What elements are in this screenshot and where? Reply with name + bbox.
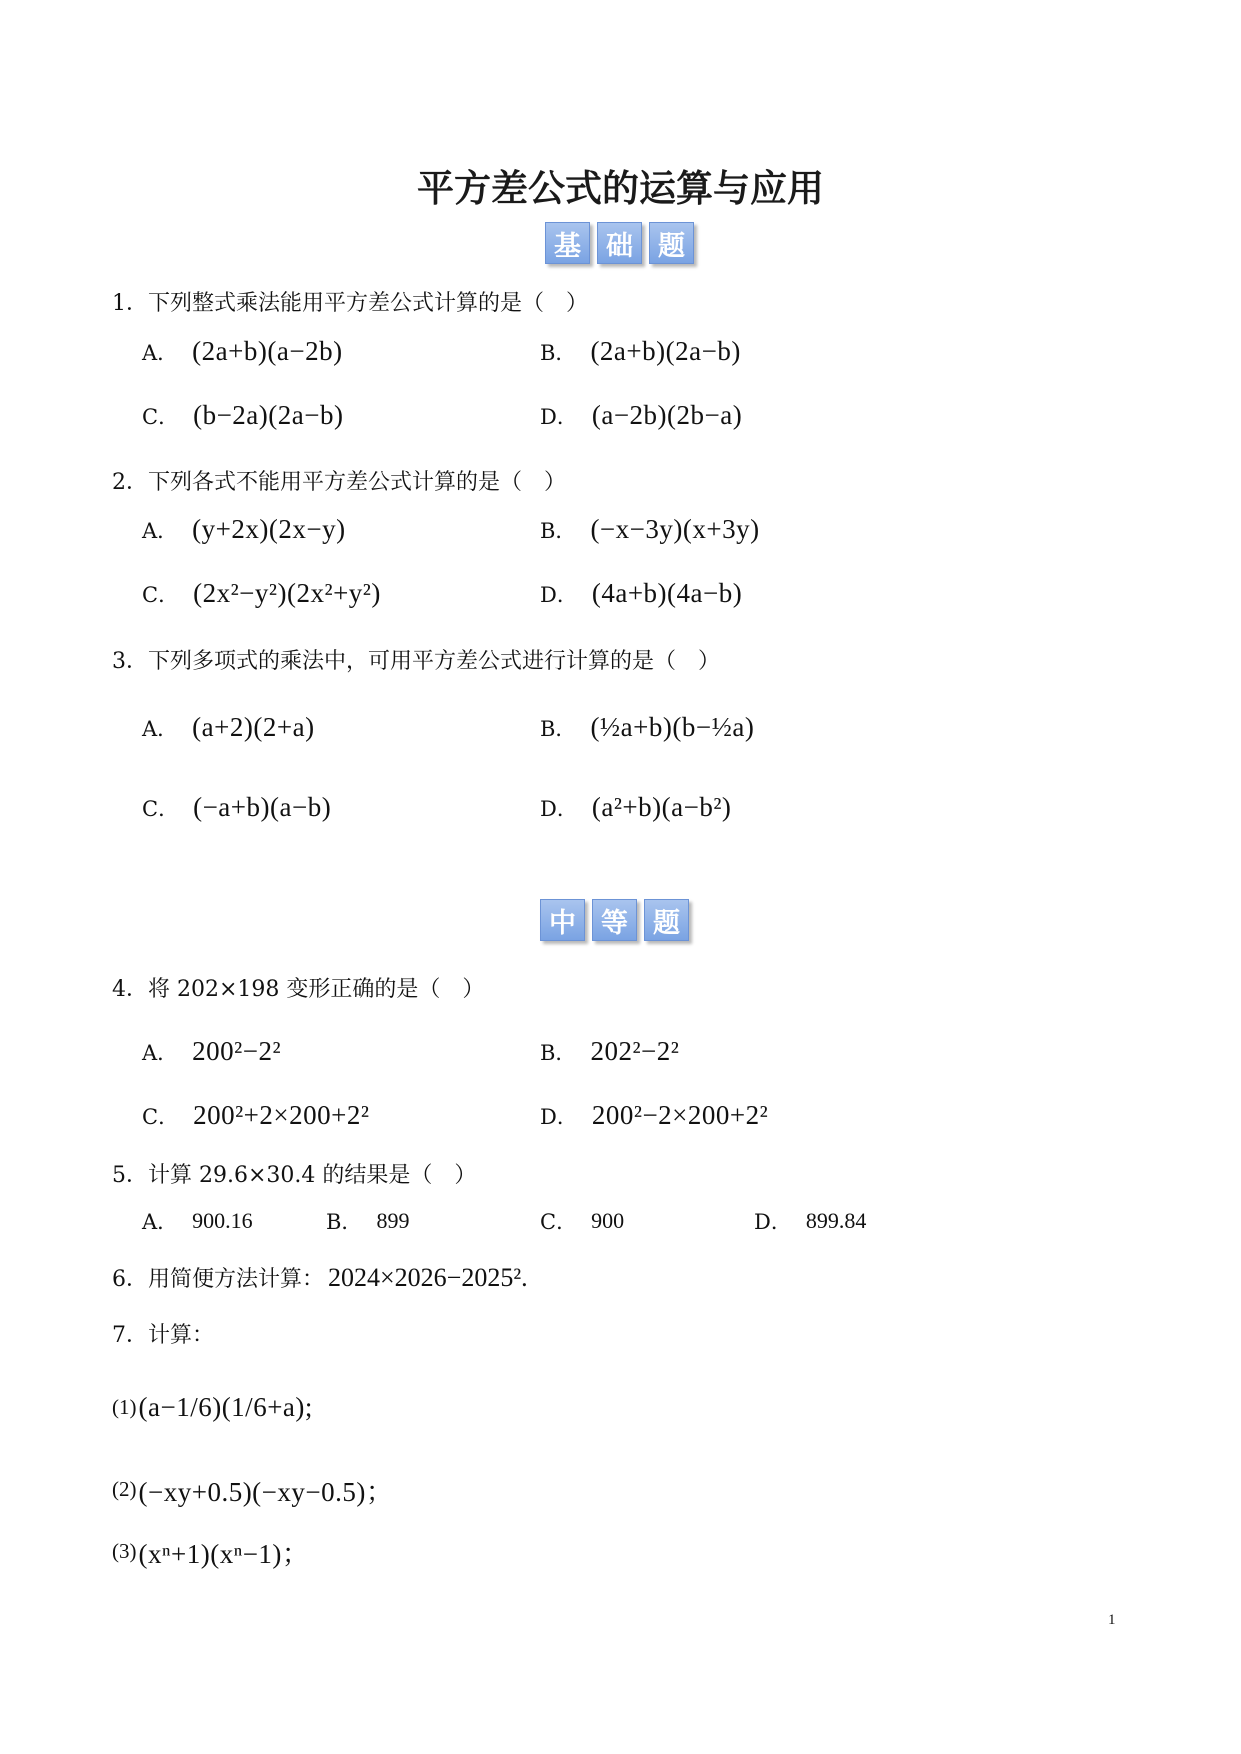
question-3-option-b[interactable] <box>540 712 754 743</box>
part-label: (3) <box>112 1539 137 1563</box>
option-expr: 202²−2² <box>590 1036 680 1066</box>
option-label: D． <box>540 796 578 821</box>
question-5-option-a[interactable] <box>142 1206 253 1236</box>
option-label: A． <box>142 1210 179 1234</box>
banner-char: 中 <box>540 899 585 941</box>
option-expr: 200²−2×200+2² <box>591 1100 769 1130</box>
option-expr: (4a+b)(4a−b) <box>591 578 743 608</box>
section-banner-basic <box>545 222 694 264</box>
question-1-option-c[interactable] <box>142 400 343 431</box>
option-label: B． <box>540 716 577 741</box>
question-1-stem: 1．下列整式乘法能用平方差公式计算的是（ ） <box>112 291 588 316</box>
question-1-option-b[interactable] <box>540 336 741 367</box>
option-expr: 200²−2² <box>192 1036 282 1066</box>
option-expr: (2a+b)(a−2b) <box>192 336 343 366</box>
question-2-option-a[interactable] <box>142 514 346 545</box>
question-3-option-a[interactable] <box>142 712 315 743</box>
option-expr: 200²+2×200+2² <box>193 1100 370 1130</box>
option-expr: (½a+b)(b−½a) <box>590 712 755 742</box>
option-expr: (y+2x)(2x−y) <box>192 514 346 544</box>
question-5-option-b[interactable] <box>326 1206 409 1236</box>
question-4-stem: 4．将 202×198 变形正确的是（ ） <box>112 977 485 1002</box>
option-label: B． <box>540 1040 577 1065</box>
part-expr: (−xy+0.5)(−xy−0.5)； <box>138 1477 394 1507</box>
option-label: B． <box>540 340 577 365</box>
part-label: (2) <box>112 1477 137 1501</box>
option-label: D． <box>540 404 578 429</box>
question-2-option-c[interactable] <box>142 578 381 609</box>
question-4-option-d[interactable] <box>540 1100 768 1131</box>
option-expr: (2x²−y²)(2x²+y²) <box>193 578 381 608</box>
option-label: A． <box>142 716 179 741</box>
option-expr: 900 <box>591 1208 625 1233</box>
question-2-option-d[interactable] <box>540 578 742 609</box>
question-7-part-2 <box>112 1470 393 1509</box>
banner-char: 等 <box>592 899 637 941</box>
section-banner-intermediate <box>540 899 689 941</box>
question-7-part-3 <box>112 1532 309 1571</box>
option-expr: (b−2a)(2a−b) <box>193 400 344 430</box>
question-6-expr: 2024×2026−2025². <box>328 1262 528 1292</box>
question-4-option-c[interactable] <box>142 1100 369 1131</box>
option-expr: (−x−3y)(x+3y) <box>590 514 760 544</box>
option-label: A． <box>142 1040 179 1065</box>
part-expr: (a−1/6)(1/6+a); <box>138 1392 313 1422</box>
option-label: C． <box>540 1210 578 1234</box>
option-label: C． <box>142 582 180 607</box>
option-expr: 899 <box>376 1208 410 1233</box>
question-5-option-c[interactable] <box>540 1206 624 1236</box>
question-5-stem: 5．计算 29.6×30.4 的结果是（ ） <box>112 1163 477 1188</box>
option-label: B． <box>326 1210 363 1234</box>
option-expr: (a²+b)(a−b²) <box>591 792 732 822</box>
question-2-option-b[interactable] <box>540 514 760 545</box>
option-label: C． <box>142 404 180 429</box>
question-1-option-d[interactable] <box>540 400 742 431</box>
option-label: A． <box>142 340 179 365</box>
option-expr: (a−2b)(2b−a) <box>591 400 743 430</box>
banner-char: 基 <box>545 222 590 264</box>
option-expr: (a+2)(2+a) <box>192 712 315 742</box>
banner-char: 题 <box>649 222 694 264</box>
option-expr: 899.84 <box>805 1208 867 1233</box>
part-expr: (xⁿ+1)(xⁿ−1)； <box>138 1539 310 1569</box>
question-3-option-c[interactable] <box>142 792 331 823</box>
option-expr: 900.16 <box>192 1208 253 1233</box>
question-4-option-b[interactable] <box>540 1036 679 1067</box>
question-2-stem: 2．下列各式不能用平方差公式计算的是（ ） <box>112 470 566 495</box>
option-label: B． <box>540 518 577 543</box>
option-expr: (−a+b)(a−b) <box>193 792 332 822</box>
question-1-option-a[interactable] <box>142 336 343 367</box>
question-4-option-a[interactable] <box>142 1036 281 1067</box>
question-7-stem: 7．计算： <box>112 1323 214 1348</box>
banner-char: 题 <box>644 899 689 941</box>
question-7-part-1 <box>112 1392 313 1423</box>
question-6-stem: 6．用简便方法计算： <box>112 1267 324 1292</box>
question-3-stem: 3．下列多项式的乘法中，可用平方差公式进行计算的是（ ） <box>112 649 720 674</box>
option-label: C． <box>142 796 180 821</box>
banner-char: 础 <box>597 222 642 264</box>
option-label: A． <box>142 518 179 543</box>
option-expr: (2a+b)(2a−b) <box>590 336 741 366</box>
question-6 <box>112 1262 528 1293</box>
option-label: D． <box>540 1104 578 1129</box>
page-number: 1 <box>1108 1612 1116 1628</box>
part-label: (1) <box>112 1395 137 1419</box>
question-3-option-d[interactable] <box>540 792 731 823</box>
option-label: D． <box>754 1210 792 1234</box>
question-5-option-d[interactable] <box>754 1206 866 1236</box>
option-label: D． <box>540 582 578 607</box>
option-label: C． <box>142 1104 180 1129</box>
page-title: 平方差公式的运算与应用 <box>417 167 824 210</box>
